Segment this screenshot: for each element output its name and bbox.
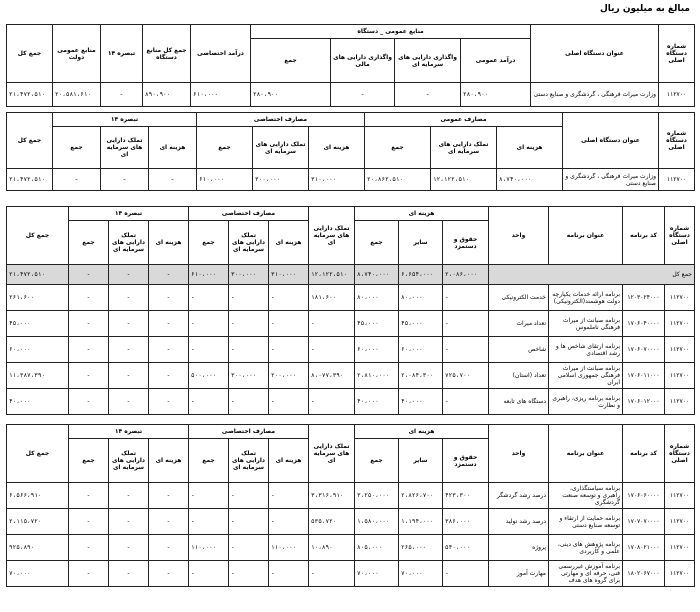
- header-special-revenue: درآمد اختصاصی: [191, 25, 251, 83]
- cell-special-cost: -: [269, 311, 309, 337]
- header-unit: واحد: [489, 425, 549, 483]
- cell-special-cost: -: [269, 483, 309, 509]
- cell-pub-sum: ۲۰،۸۶۲،۵۱۰: [365, 169, 431, 191]
- cell-capital-assets: -: [395, 83, 461, 107]
- cell-grand-total: ۲۱،۴۷۲،۵۱۰: [7, 265, 69, 285]
- header-code: شماره دستگاه اصلی: [659, 25, 695, 83]
- table-row: [7, 561, 695, 587]
- cell-special-cost: -: [269, 389, 309, 415]
- header-sum: جمع: [365, 127, 431, 169]
- cell-prog-title: برنامه سیاستگذاری، راهبری و توسعه صنعت گردشگری: [549, 483, 623, 509]
- header-code: شماره دستگاه اصلی: [659, 113, 695, 169]
- cell-note14-capital: -: [101, 169, 149, 191]
- cell-unit: تعداد میراث: [489, 311, 549, 337]
- cell-capital: ۵۳۵،۷۲۰: [309, 509, 355, 535]
- cell-note14-capital: -: [109, 389, 149, 415]
- cell-special-cost: -: [269, 285, 309, 311]
- header-capital: تملک دارایی های سرمایه ای: [101, 127, 149, 169]
- cell-capital: -: [309, 337, 355, 363]
- cell-unit: درصد رشد تولید: [489, 509, 549, 535]
- cell-code: ۱۱۲۷۰۰: [665, 509, 695, 535]
- cell-note14-sum: -: [69, 509, 109, 535]
- cell-sum: ۱،۵۸۰،۰۰۰: [355, 509, 399, 535]
- cell-salary: -: [443, 561, 489, 587]
- cell-note14-sum: -: [69, 337, 109, 363]
- cell-note14-capital: -: [109, 561, 149, 587]
- cell-note14: -: [101, 83, 143, 107]
- header-cost: هزینه ای: [497, 127, 563, 169]
- table-row: [7, 535, 695, 561]
- cell-note14-cost: -: [149, 169, 197, 191]
- cell-prog-title: برنامه برنامه ریزی، راهبری و نظارت: [549, 389, 623, 415]
- cell-name: وزارت میراث فرهنگی ، گردشگری و صنایع دستی: [563, 169, 659, 191]
- cell-gov-public: ۲۰،۵۸۱،۶۱۰: [53, 83, 101, 107]
- cell-code: ۱۱۲۷۰۰: [665, 337, 695, 363]
- cell-special-capital: -: [229, 311, 269, 337]
- cell-note14-cost: -: [149, 265, 189, 285]
- cell-capital: ۳،۳۱۶،۹۱۰: [309, 483, 355, 509]
- cell-salary: ۷۲۵،۷۰۰: [443, 363, 489, 389]
- page-title: مبالغ به میلیون ریال: [599, 4, 690, 14]
- header-prog-title: عنوان برنامه: [549, 425, 623, 483]
- cell-special-sum: -: [189, 561, 229, 587]
- cell-special-cost: ۳۱۰،۰۰۰: [309, 169, 365, 191]
- cell-special-sum: ۱۱۰،۰۰۰: [189, 535, 229, 561]
- header-cost: هزینه ای: [149, 439, 189, 483]
- header-cost: هزینه ای: [309, 127, 365, 169]
- cell-other: ۴۵،۰۰۰: [399, 311, 443, 337]
- cell-note14-capital: -: [109, 311, 149, 337]
- header-capital: تملک دارایی های سرمایه ای: [229, 221, 269, 265]
- header-other: سایر: [399, 221, 443, 265]
- cell-code: ۱۱۲۷۰۰: [665, 363, 695, 389]
- header-sum: جمع: [53, 127, 101, 169]
- header-total-sources: جمع کل منابع دستگاه: [143, 25, 191, 83]
- cell-grand-total: ۴۰،۰۰۰: [7, 389, 69, 415]
- cell-salary: -: [443, 337, 489, 363]
- cell-salary: -: [443, 311, 489, 337]
- programs-table-2: [6, 424, 695, 587]
- total-row: [7, 265, 695, 285]
- cell-grand-total: ۲۶۱،۶۰۰: [7, 285, 69, 311]
- cell-capital: ۱۲،۱۲۲،۵۱۰: [309, 265, 355, 285]
- cell-prog-code: ۱۷۰۶۰۴۰۰۰۰: [623, 311, 665, 337]
- cell-prog-code: ۱۷۰۷۰۷۰۰۰۰: [623, 509, 665, 535]
- header-special-exp: مصارف اختصاصی: [189, 207, 309, 221]
- table-row: [7, 483, 695, 509]
- header-other: سایر: [399, 439, 443, 483]
- cell-code: ۱۱۲۷۰۰: [665, 311, 695, 337]
- cell-special-cost: ۱۱۰،۰۰۰: [269, 535, 309, 561]
- cell-grand-total: ۲۱،۴۷۲،۵۱۰: [7, 169, 53, 191]
- header-sum: جمع: [69, 439, 109, 483]
- cell-prog-title: برنامه پژوهش های دینی، علمی و کاربردی: [549, 535, 623, 561]
- cell-sum: ۲۸۰،۹۰۰: [251, 83, 331, 107]
- cell-note14-cost: -: [149, 311, 189, 337]
- cell-prog-code: ۱۷۰۶۰۷۰۰۰۰: [623, 337, 665, 363]
- cell-prog-code: ۱۷۰۸۰۲۱۰۰۰: [623, 535, 665, 561]
- table-row: [7, 389, 695, 415]
- cell-special-sum: -: [189, 311, 229, 337]
- cell-other: ۱،۱۹۴،۰۰۰: [399, 509, 443, 535]
- programs-table: [6, 206, 695, 415]
- header-capital: تملک دارایی های سرمایه ای: [229, 439, 269, 483]
- cell-note14-capital: -: [109, 483, 149, 509]
- cell-note14-capital: -: [109, 285, 149, 311]
- header-code: شماره دستگاه اصلی: [665, 207, 695, 265]
- cell-note14-sum: -: [69, 535, 109, 561]
- cell-grand-total: ۹۲۵،۸۹۰: [7, 535, 69, 561]
- cell-sum: ۸۰۵،۰۰۰: [355, 535, 399, 561]
- cell-capital: -: [309, 389, 355, 415]
- cell-sum: ۳،۲۵۰،۰۰۰: [355, 483, 399, 509]
- cell-sum: ۸۰،۰۰۰: [355, 285, 399, 311]
- cell-special-cost: -: [269, 509, 309, 535]
- cell-note14-capital: -: [109, 337, 149, 363]
- cell-grand-total: ۲،۱۱۵،۷۲۰: [7, 509, 69, 535]
- cell-capital: ۱۰،۸۹۰: [309, 535, 355, 561]
- cell-prog-code: ۱۸۰۲۰۶۷۰۰۰: [623, 561, 665, 587]
- cell-code: ۱۱۲۷۰۰: [665, 483, 695, 509]
- cell-prog-code: ۱۷۰۶۰۱۱۰۰۰: [623, 363, 665, 389]
- cell-note14-sum: -: [69, 311, 109, 337]
- cell-unit: شاخص: [489, 337, 549, 363]
- cell-note14-cost: -: [149, 285, 189, 311]
- header-cost-group: هزینه ای: [355, 207, 489, 221]
- header-cost: هزینه ای: [149, 127, 197, 169]
- cell-note14-sum: -: [69, 363, 109, 389]
- cell-note14-capital: -: [109, 265, 149, 285]
- cell-code: ۱۱۲۷۰۰: [659, 83, 695, 107]
- cell-note14-sum: -: [69, 285, 109, 311]
- cell-code: ۱۱۲۷۰۰: [665, 285, 695, 311]
- cell-special-sum: ۵۰۰،۰۰۰: [189, 363, 229, 389]
- header-gov-public: منابع عمومی دولت: [53, 25, 101, 83]
- header-sum: جمع: [355, 439, 399, 483]
- cell-note14-sum: -: [69, 389, 109, 415]
- header-public-sources: منابع عمومی _ دستگاه: [251, 25, 531, 39]
- header-salary: حقوق و دستمزد: [443, 221, 489, 265]
- cell-note14-cost: -: [149, 389, 189, 415]
- header-grand-total: جمع کل: [7, 425, 69, 483]
- cell-code: ۱۱۲۷۰۰: [665, 561, 695, 587]
- cell-unit: مهارت آموز: [489, 561, 549, 587]
- cell-grand-total: ۱۱،۳۸۷،۳۹۰: [7, 363, 69, 389]
- cell-note14-cost: -: [149, 535, 189, 561]
- expenditures-table: [6, 112, 695, 191]
- header-prog-title: عنوان برنامه: [549, 207, 623, 265]
- header-grand-total: جمع کل: [7, 113, 53, 169]
- header-grand-total: جمع کل: [7, 207, 69, 265]
- cell-prog-title: برنامه ارائه خدمات یکپارچه دولت هوشمند(الکترونیکی): [549, 285, 623, 311]
- cell-code: ۱۱۲۷۰۰: [659, 169, 695, 191]
- cell-special-cost: ۲۰۰،۰۰۰: [269, 363, 309, 389]
- cell-total-label: جمع کل: [489, 265, 695, 285]
- header-name: عنوان دستگاه اصلی: [563, 113, 659, 169]
- header-capital: تملک دارایی های سرمایه ای: [309, 207, 355, 265]
- cell-other: ۸۰،۰۰۰: [399, 285, 443, 311]
- cell-special-capital: -: [229, 389, 269, 415]
- cell-prog-title: برنامه حمایت از ارتقاء و توسعه صنایع دستی: [549, 509, 623, 535]
- cell-note14-cost: -: [149, 509, 189, 535]
- cell-name: وزارت میراث فرهنگی ، گردشگری و صنایع دستی: [531, 83, 659, 107]
- header-note14: تبصره ۱۴: [69, 207, 189, 221]
- cell-note14-capital: -: [109, 535, 149, 561]
- cell-salary: ۴۲۳،۳۰۰: [443, 483, 489, 509]
- cell-unit: پروژه: [489, 535, 549, 561]
- cell-other: ۶۰،۰۰۰: [399, 337, 443, 363]
- header-note14: تبصره ۱۴: [53, 113, 197, 127]
- cell-sum: ۴۰،۰۰۰: [355, 389, 399, 415]
- cell-note14-cost: -: [149, 561, 189, 587]
- cell-salary: ۲،۰۸۶،۰۰۰: [443, 265, 489, 285]
- cell-total-sources: ۸۹۰،۹۰۰: [143, 83, 191, 107]
- header-sum: جمع: [355, 221, 399, 265]
- header-unit: واحد: [489, 207, 549, 265]
- header-note14: تبصره ۱۴: [69, 425, 189, 439]
- cell-special-capital: ۳۰۰،۰۰۰: [229, 363, 269, 389]
- cell-special-capital: ۳۰۰،۰۰۰: [229, 265, 269, 285]
- cell-pub-capital: ۱۲،۱۲۲،۵۱۰: [431, 169, 497, 191]
- table-row: [7, 83, 695, 107]
- cell-other: ۴۰،۰۰۰: [399, 389, 443, 415]
- cell-sum: ۶۰،۰۰۰: [355, 337, 399, 363]
- table-row: [7, 285, 695, 311]
- cell-revenue: ۲۸۰،۹۰۰: [461, 83, 531, 107]
- header-capital: تملک دارایی های سرمایه ای: [431, 127, 497, 169]
- header-financial-assets: واگذاری دارایی های مالی: [331, 39, 395, 83]
- header-capital: تملک دارایی های سرمایه ای: [309, 425, 355, 483]
- header-capital: تملک دارایی های سرمایه ای: [109, 439, 149, 483]
- cell-salary: ۵۴۰،۰۰۰: [443, 535, 489, 561]
- header-prog-code: کد برنامه: [623, 425, 665, 483]
- cell-other: ۶،۶۵۴،۰۰۰: [399, 265, 443, 285]
- cell-sum: ۲،۸۱۰،۰۰۰: [355, 363, 399, 389]
- cell-other: ۲،۰۸۴،۳۰۰: [399, 363, 443, 389]
- cell-special-cost: -: [269, 561, 309, 587]
- cell-grand-total: ۶۰،۰۰۰: [7, 337, 69, 363]
- cell-sum: ۷۰،۰۰۰: [355, 561, 399, 587]
- cell-special-capital: -: [229, 509, 269, 535]
- cell-code: ۱۱۲۷۰۰: [665, 535, 695, 561]
- header-capital: تملک دارایی های سرمایه ای: [109, 221, 149, 265]
- cell-prog-title: برنامه ارتقای شاخص ها و رشد اقتصادی: [549, 337, 623, 363]
- cell-unit: خدمت الکترونیکی: [489, 285, 549, 311]
- table-row: [7, 337, 695, 363]
- cell-financial-assets: -: [331, 83, 395, 107]
- cell-special-sum: -: [189, 389, 229, 415]
- cell-salary: -: [443, 389, 489, 415]
- header-revenue: درآمد عمومی: [461, 39, 531, 83]
- cell-note14-capital: -: [109, 363, 149, 389]
- cell-special-sum: -: [189, 285, 229, 311]
- header-prog-code: کد برنامه: [623, 207, 665, 265]
- cell-special-capital: -: [229, 535, 269, 561]
- cell-note14-sum: -: [69, 265, 109, 285]
- cell-prog-code: ۱۷۰۶۰۱۲۰۰۰: [623, 389, 665, 415]
- header-cost: هزینه ای: [269, 221, 309, 265]
- cell-special-cost: ۳۱۰،۰۰۰: [269, 265, 309, 285]
- header-sum: جمع: [197, 127, 253, 169]
- cell-note14-cost: -: [149, 483, 189, 509]
- cell-unit: دستگاه های تابعه: [489, 389, 549, 415]
- header-salary: حقوق و دستمزد: [443, 439, 489, 483]
- cell-prog-title: برنامه آموزش غیررسمی فنی، حرفه ای و مهارتی برای گروه های هدف: [549, 561, 623, 587]
- cell-special-capital: ۳۰۰،۰۰۰: [253, 169, 309, 191]
- header-cost: هزینه ای: [269, 439, 309, 483]
- cell-prog-title: برنامه صیانت از میراث فرهنگی جمهوری اسلامی ایران: [549, 363, 623, 389]
- cell-special-sum: -: [189, 509, 229, 535]
- header-sum: جمع: [69, 221, 109, 265]
- cell-grand-total: ۶،۵۶۶،۹۱۰: [7, 483, 69, 509]
- header-sum: جمع: [189, 439, 229, 483]
- header-capital-assets: واگذاری دارایی های سرمایه ای: [395, 39, 461, 83]
- cell-special-sum: -: [189, 483, 229, 509]
- cell-note14-cost: -: [149, 363, 189, 389]
- cell-capital: ۱۸۱،۶۰۰: [309, 285, 355, 311]
- cell-other: ۲۶۵،۰۰۰: [399, 535, 443, 561]
- cell-special-sum: -: [189, 337, 229, 363]
- cell-other: ۷۰،۰۰۰: [399, 561, 443, 587]
- cell-note14-sum: -: [53, 169, 101, 191]
- cell-unit: تعداد (استان): [489, 363, 549, 389]
- cell-sum: ۸،۷۴۰،۰۰۰: [355, 265, 399, 285]
- header-cost-group: هزینه ای: [355, 425, 489, 439]
- cell-capital: ۸،۰۷۷،۳۹۰: [309, 363, 355, 389]
- cell-prog-code: ۱۷۰۶۰۶۰۰۰۰: [623, 483, 665, 509]
- cell-special-capital: -: [229, 285, 269, 311]
- header-note14: تبصره ۱۴: [101, 25, 143, 83]
- cell-prog-title: برنامه صیانت از میراث فرهنگی ناملموس: [549, 311, 623, 337]
- header-grand-total: جمع کل: [7, 25, 53, 83]
- cell-salary: -: [443, 285, 489, 311]
- cell-note14-capital: -: [109, 509, 149, 535]
- sources-table: [6, 24, 695, 107]
- header-capital: تملک دارایی های سرمایه ای: [253, 127, 309, 169]
- header-code: شماره دستگاه اصلی: [665, 425, 695, 483]
- cell-prog-code: ۱۲۰۳۰۲۴۰۰۰: [623, 285, 665, 311]
- cell-special-cost: -: [269, 337, 309, 363]
- cell-special-sum: ۶۱۰،۰۰۰: [189, 265, 229, 285]
- cell-note14-sum: -: [69, 483, 109, 509]
- cell-grand-total: ۴۵،۰۰۰: [7, 311, 69, 337]
- table-row: [7, 509, 695, 535]
- cell-capital: -: [309, 311, 355, 337]
- table-row: [7, 363, 695, 389]
- header-special-exp: مصارف اختصاصی: [197, 113, 365, 127]
- table-row: [7, 311, 695, 337]
- cell-special-sum: ۶۱۰،۰۰۰: [197, 169, 253, 191]
- cell-unit: درصد رشد گردشگر: [489, 483, 549, 509]
- cell-sum: ۴۵،۰۰۰: [355, 311, 399, 337]
- header-name: عنوان دستگاه اصلی: [531, 25, 659, 83]
- cell-grand-total: ۲۱،۴۷۲،۵۱۰: [7, 83, 53, 107]
- header-special-exp: مصارف اختصاصی: [189, 425, 309, 439]
- header-sum: جمع: [189, 221, 229, 265]
- header-cost: هزینه ای: [149, 221, 189, 265]
- cell-grand-total: ۷۰،۰۰۰: [7, 561, 69, 587]
- cell-special-capital: -: [229, 337, 269, 363]
- cell-capital: -: [309, 561, 355, 587]
- table-row: [7, 169, 695, 191]
- cell-other: ۲،۸۲۶،۷۰۰: [399, 483, 443, 509]
- cell-special-capital: -: [229, 483, 269, 509]
- cell-note14-cost: -: [149, 337, 189, 363]
- cell-special-revenue: ۶۱۰،۰۰۰: [191, 83, 251, 107]
- cell-pub-cost: ۸،۷۴۰،۰۰۰: [497, 169, 563, 191]
- cell-special-capital: -: [229, 561, 269, 587]
- cell-code: ۱۱۲۷۰۰: [665, 389, 695, 415]
- header-sum: جمع: [251, 39, 331, 83]
- header-public-exp: مصارف عمومی: [365, 113, 563, 127]
- cell-salary: ۳۸۶،۰۰۰: [443, 509, 489, 535]
- cell-note14-sum: -: [69, 561, 109, 587]
